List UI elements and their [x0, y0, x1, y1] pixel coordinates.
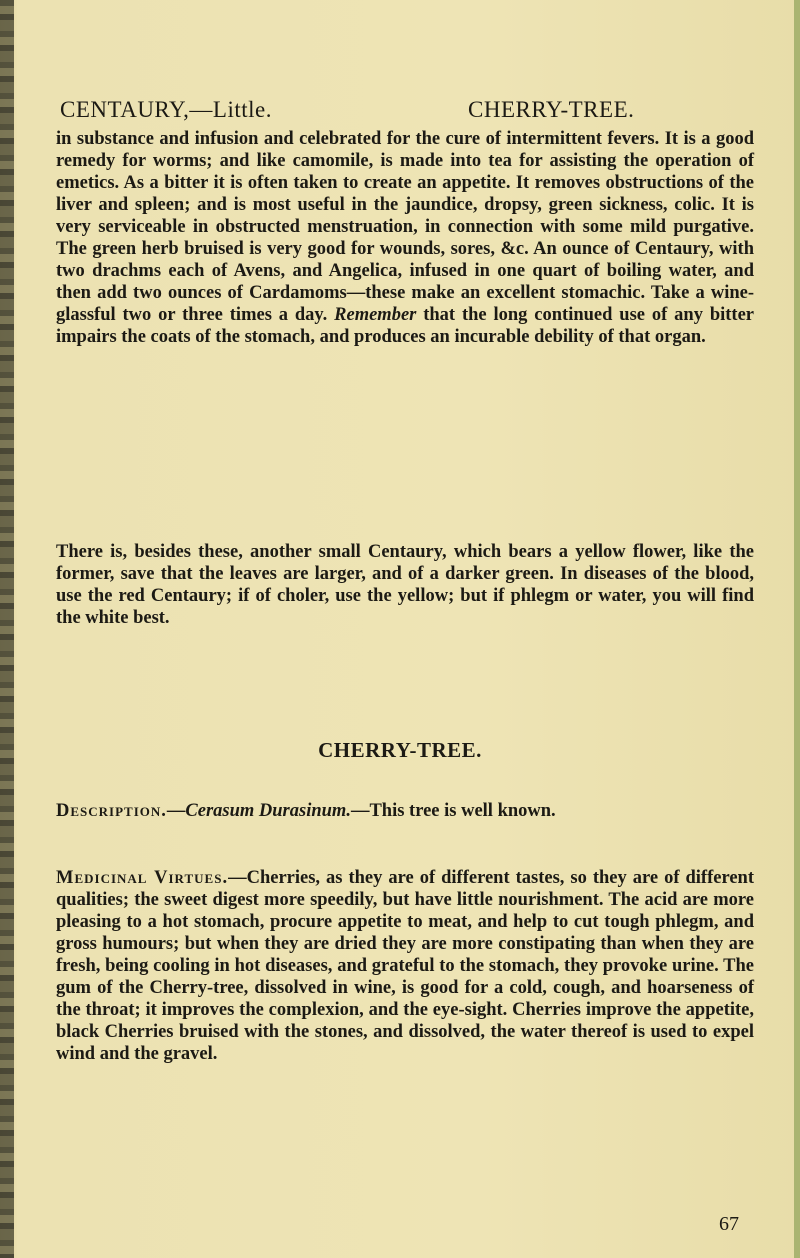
paragraph-text: in substance and infusion and celebrated for the cure of intermittent fevers. It is a good remedy for worms; and like camomile, is made into tea for assisting the operation of emetics. As a bitter it is often taken to create an appetite. It removes obstructions of the liver and spleen; and is most useful in the jaundice, dropsy, green sickness, colic. It is very serviceable in obstructed menstruation, in connection with some mild purgative. The green herb bruised is very good for wounds, sores, &c. An ounce of Centaury, with two drachms each of Avens, and Angelica, infused in one quart of boiling water, and then add two ounces of Cardamoms—these make an excellent stomachic. Take a wine-glassful two or three times a day. [56, 129, 754, 325]
description-text: —This tree is well known. [350, 801, 556, 821]
description-label: Description. [56, 801, 167, 821]
page-edge [794, 0, 800, 1258]
section-title: CHERRY-TREE. [318, 738, 482, 762]
paragraph-medicinal-virtues [56, 867, 754, 1065]
page-number: 67 [719, 1213, 739, 1235]
paragraph-text: There is, besides these, another small Centaury, which bears a yellow flower, like the former, save that the leaves are larger, and of a darker green. In diseases of the blood, use the red Centaury; if of choler, use the yellow; but if phlegm or water, you will find the white best. [56, 542, 754, 628]
running-header [60, 97, 760, 127]
paragraph-small-centaury [56, 541, 754, 629]
header-right: CHERRY-TREE. [468, 97, 635, 122]
virtues-label: Medicinal Virtues. [56, 868, 229, 888]
emphasis-remember: Remember [334, 305, 417, 325]
paragraph-description [56, 800, 754, 822]
binding-edge [0, 0, 14, 1258]
description-dash: — [166, 801, 186, 821]
header-left: CENTAURY,—Little. [60, 97, 272, 122]
paragraph-text: that the long continued use of any bitter impairs the coats of the stomach, and produces an incurable debility of that organ. [56, 305, 754, 347]
latin-name: Cerasum Durasinum. [185, 801, 351, 821]
paragraph-centaury-uses [56, 128, 754, 348]
virtues-text: —Cherries, as they are of different tastes, so they are of different qualities; the sweet digest more speedily, but have little nourishment. The acid are more pleasing to a hot stomach, procure appetite to meat, and help to cut tough phlegm, and gross humours; but when they are dried they are more constipating than when they are fresh, being cooling in hot diseases, and grateful to the stomach, they provoke urine. The gum of the Cherry-tree, dissolved in wine, is good for a cold, cough, and hoarseness of the throat; it improves the complexion, and the eye-sight. Cherries improve the appetite, black Cherries bruised with the stones, and dissolved, the water thereof is used to expel wind and the gravel. [56, 868, 755, 1064]
